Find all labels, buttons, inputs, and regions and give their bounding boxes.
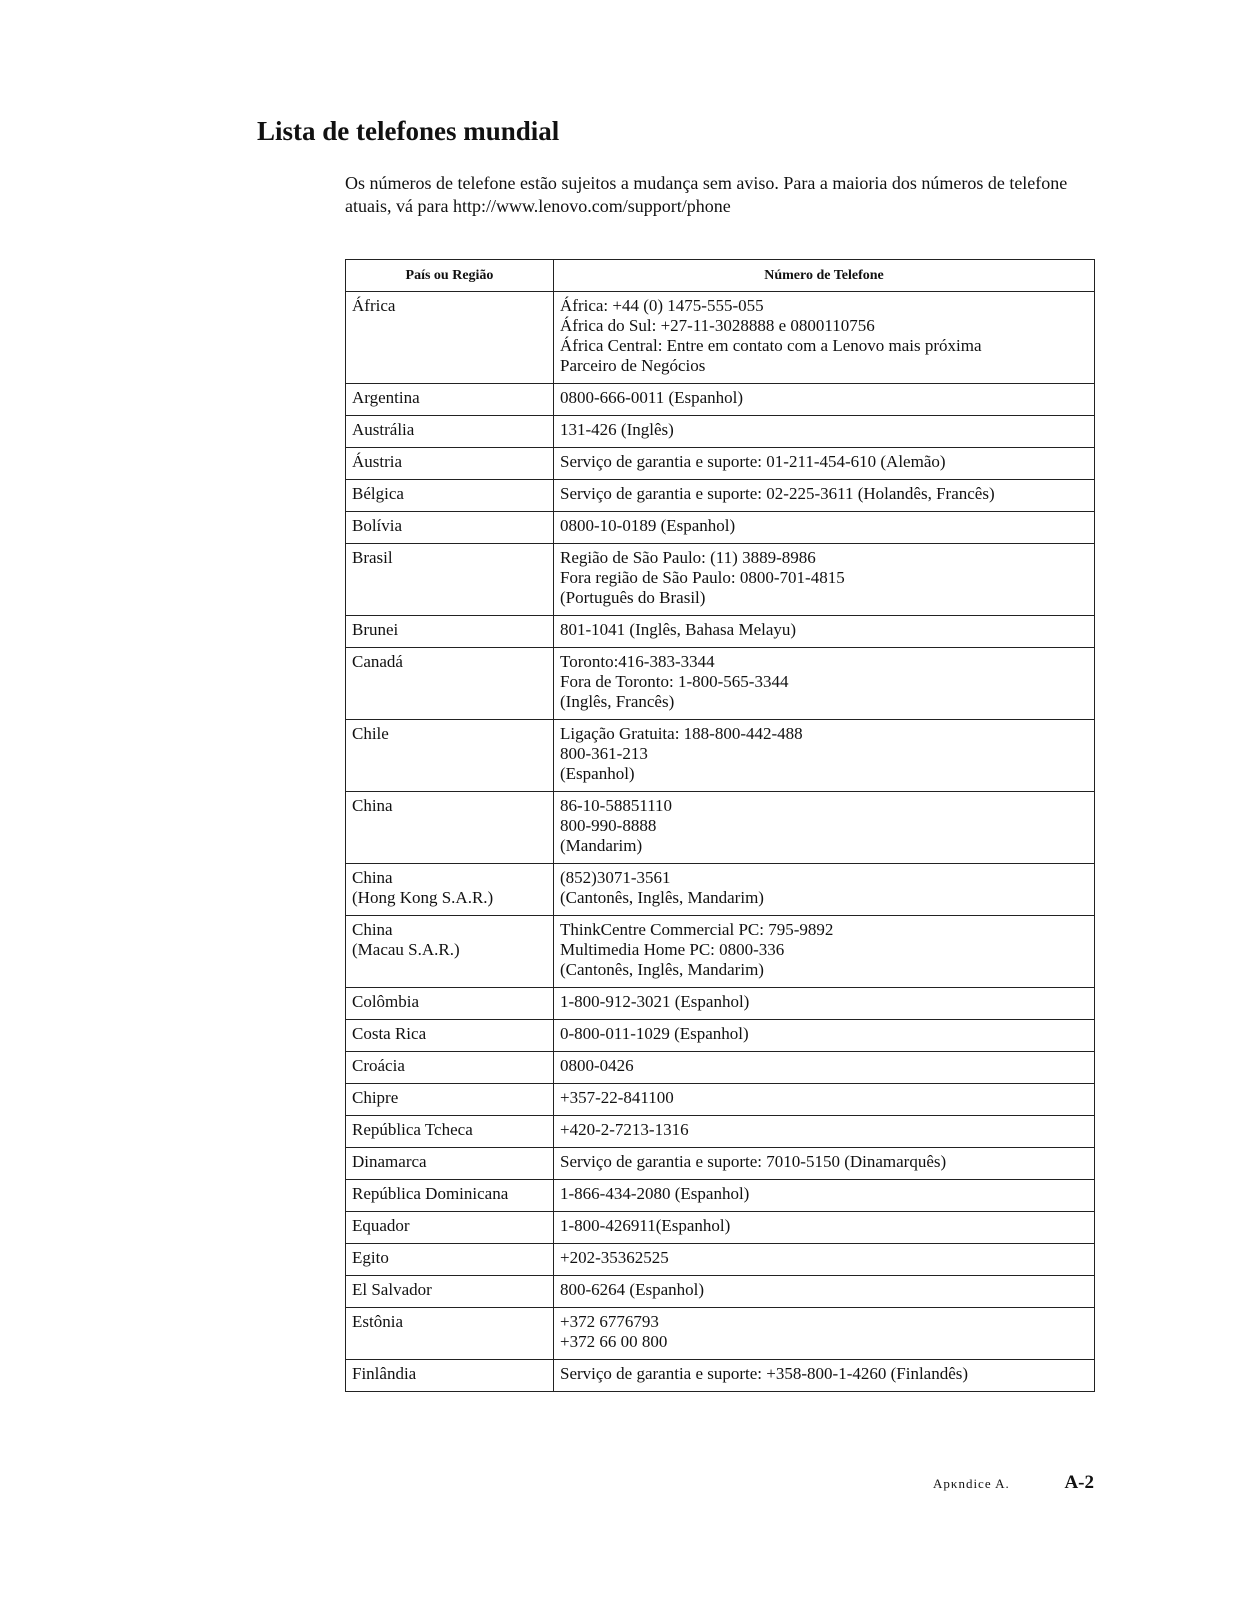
phone-cell: [554, 792, 1095, 864]
country-line: (Hong Kong S.A.R.): [352, 888, 494, 907]
table-row: [346, 648, 1095, 720]
table-row: [346, 1244, 1095, 1276]
phone-line: 86-10-58851110: [560, 796, 673, 815]
phone-line: 0800-666-0011 (Espanhol): [560, 388, 744, 407]
country-cell: [346, 448, 554, 480]
phone-table: [345, 259, 1095, 1392]
country-cell: [346, 1244, 554, 1276]
country-cell: [346, 792, 554, 864]
phone-cell: [554, 384, 1095, 416]
phone-line: +202-35362525: [560, 1248, 669, 1267]
country-line: Brunei: [352, 620, 399, 639]
table-row: [346, 544, 1095, 616]
country-cell: [346, 512, 554, 544]
phone-cell: [554, 416, 1095, 448]
intro-paragraph: Os números de telefone estão sujeitos a mudança sem aviso. Para a maioria dos números de telefone atuais, vá para http://www.lenovo.com/support/phone: [345, 173, 1068, 216]
table-row: [346, 512, 1095, 544]
phone-line: (852)3071-3561: [560, 868, 671, 887]
country-cell: [346, 1084, 554, 1116]
phone-cell: [554, 1148, 1095, 1180]
phone-line: (Cantonês, Inglês, Mandarim): [560, 888, 764, 907]
phone-line: 800-361-213: [560, 744, 648, 763]
phone-cell: [554, 648, 1095, 720]
table-row: [346, 1276, 1095, 1308]
table-row: [346, 384, 1095, 416]
table-row: [346, 480, 1095, 512]
country-line: Egito: [352, 1248, 389, 1267]
header-country: País ou Região: [346, 260, 554, 292]
table-row: [346, 416, 1095, 448]
country-line: África: [352, 296, 396, 315]
phone-cell: [554, 1276, 1095, 1308]
phone-cell: [554, 1360, 1095, 1392]
table-row: [346, 988, 1095, 1020]
phone-line: África do Sul: +27-11-3028888 e 0800110756: [560, 316, 875, 335]
phone-cell: [554, 1244, 1095, 1276]
phone-cell: [554, 544, 1095, 616]
table-row: [346, 616, 1095, 648]
table-row: [346, 1020, 1095, 1052]
country-cell: [346, 384, 554, 416]
phone-line: 0800-0426: [560, 1056, 634, 1075]
phone-line: Serviço de garantia e suporte: +358-800-1-4260 (Finlandês): [560, 1364, 969, 1383]
table-header-row: [346, 260, 1095, 292]
country-cell: [346, 1116, 554, 1148]
table-row: [346, 292, 1095, 384]
phone-line: Serviço de garantia e suporte: 7010-5150 (Dinamarquês): [560, 1152, 947, 1171]
table-row: [346, 1052, 1095, 1084]
phone-line: +357-22-841100: [560, 1088, 674, 1107]
phone-cell: [554, 864, 1095, 916]
page-title: Lista de telefones mundial: [257, 116, 560, 146]
phone-line: 1-866-434-2080 (Espanhol): [560, 1184, 750, 1203]
phone-cell: [554, 1212, 1095, 1244]
phone-cell: [554, 916, 1095, 988]
table-row: [346, 1148, 1095, 1180]
country-line: Argentina: [352, 388, 420, 407]
phone-cell: [554, 616, 1095, 648]
country-line: China: [352, 796, 393, 815]
country-line: China: [352, 868, 393, 887]
phone-line: +372 6776793: [560, 1312, 659, 1331]
phone-cell: [554, 720, 1095, 792]
phone-line: (Cantonês, Inglês, Mandarim): [560, 960, 764, 979]
header-phone: Número de Telefone: [554, 260, 1095, 292]
phone-cell: [554, 1020, 1095, 1052]
phone-line: África: +44 (0) 1475-555-055: [560, 296, 764, 315]
phone-line: Serviço de garantia e suporte: 01-211-454-610 (Alemão): [560, 452, 946, 471]
phone-cell: [554, 1052, 1095, 1084]
country-line: Austrália: [352, 420, 415, 439]
phone-line: 800-990-8888: [560, 816, 657, 835]
country-line: Brasil: [352, 548, 393, 567]
country-line: Finlândia: [352, 1364, 417, 1383]
phone-line: Multimedia Home PC: 0800-336: [560, 940, 785, 959]
table-row: [346, 1084, 1095, 1116]
country-cell: [346, 1276, 554, 1308]
phone-line: Região de São Paulo: (11) 3889-8986: [560, 548, 816, 567]
table-row: [346, 864, 1095, 916]
phone-line: (Espanhol): [560, 764, 635, 783]
country-line: China: [352, 920, 393, 939]
country-line: El Salvador: [352, 1280, 432, 1299]
table-row: [346, 1180, 1095, 1212]
country-line: Bolívia: [352, 516, 403, 535]
phone-line: 1-800-426911(Espanhol): [560, 1216, 731, 1235]
country-cell: [346, 1360, 554, 1392]
country-line: Bélgica: [352, 484, 404, 503]
country-cell: [346, 292, 554, 384]
table-body: [346, 292, 1095, 1392]
page-number: A-2: [1064, 1472, 1094, 1493]
table-row: [346, 792, 1095, 864]
country-cell: [346, 988, 554, 1020]
phone-line: +420-2-7213-1316: [560, 1120, 689, 1139]
phone-line: +372 66 00 800: [560, 1332, 668, 1351]
phone-cell: [554, 1116, 1095, 1148]
phone-cell: [554, 1084, 1095, 1116]
phone-cell: [554, 292, 1095, 384]
table-row: [346, 1308, 1095, 1360]
country-line: Costa Rica: [352, 1024, 427, 1043]
country-cell: [346, 1308, 554, 1360]
phone-cell: [554, 448, 1095, 480]
country-cell: [346, 480, 554, 512]
country-cell: [346, 1212, 554, 1244]
phone-cell: [554, 988, 1095, 1020]
country-line: Croácia: [352, 1056, 405, 1075]
country-line: Estônia: [352, 1312, 403, 1331]
phone-line: Serviço de garantia e suporte: 02-225-3611 (Holandês, Francês): [560, 484, 995, 503]
table-row: [346, 448, 1095, 480]
phone-line: Parceiro de Negócios: [560, 356, 706, 375]
country-line: (Macau S.A.R.): [352, 940, 460, 959]
table-row: [346, 1360, 1095, 1392]
country-line: Dinamarca: [352, 1152, 427, 1171]
table-row: [346, 916, 1095, 988]
phone-line: (Inglês, Francês): [560, 692, 675, 711]
country-cell: [346, 1148, 554, 1180]
country-cell: [346, 864, 554, 916]
country-line: Equador: [352, 1216, 410, 1235]
country-line: Chipre: [352, 1088, 399, 1107]
country-cell: [346, 544, 554, 616]
country-cell: [346, 648, 554, 720]
phone-line: 800-6264 (Espanhol): [560, 1280, 705, 1299]
country-line: República Dominicana: [352, 1184, 509, 1203]
phone-line: Toronto:416-383-3344: [560, 652, 715, 671]
page-footer: [933, 1472, 1098, 1496]
phone-cell: [554, 512, 1095, 544]
phone-line: 801-1041 (Inglês, Bahasa Melayu): [560, 620, 797, 639]
country-cell: [346, 1020, 554, 1052]
country-cell: [346, 1052, 554, 1084]
country-line: República Tcheca: [352, 1120, 473, 1139]
phone-cell: [554, 1308, 1095, 1360]
country-line: Áustria: [352, 452, 403, 471]
phone-line: Fora de Toronto: 1-800-565-3344: [560, 672, 789, 691]
country-line: Chile: [352, 724, 389, 743]
phone-line: 0-800-011-1029 (Espanhol): [560, 1024, 749, 1043]
country-line: Colômbia: [352, 992, 420, 1011]
phone-line: ThinkCentre Commercial PC: 795-9892: [560, 920, 834, 939]
phone-line: (Mandarim): [560, 836, 643, 855]
phone-line: 131-426 (Inglês): [560, 420, 674, 439]
phone-line: 1-800-912-3021 (Espanhol): [560, 992, 750, 1011]
table-row: [346, 720, 1095, 792]
table-row: [346, 1212, 1095, 1244]
country-cell: [346, 720, 554, 792]
country-line: Canadá: [352, 652, 403, 671]
country-cell: [346, 616, 554, 648]
phone-cell: [554, 1180, 1095, 1212]
footer-label: Apκndice A.: [933, 1476, 1010, 1491]
phone-line: (Português do Brasil): [560, 588, 706, 607]
phone-line: África Central: Entre em contato com a Lenovo mais próxima: [560, 336, 982, 355]
table-row: [346, 1116, 1095, 1148]
country-cell: [346, 916, 554, 988]
phone-cell: [554, 480, 1095, 512]
phone-line: 0800-10-0189 (Espanhol): [560, 516, 736, 535]
country-cell: [346, 416, 554, 448]
country-cell: [346, 1180, 554, 1212]
phone-line: Fora região de São Paulo: 0800-701-4815: [560, 568, 845, 587]
phone-line: Ligação Gratuita: 188-800-442-488: [560, 724, 803, 743]
